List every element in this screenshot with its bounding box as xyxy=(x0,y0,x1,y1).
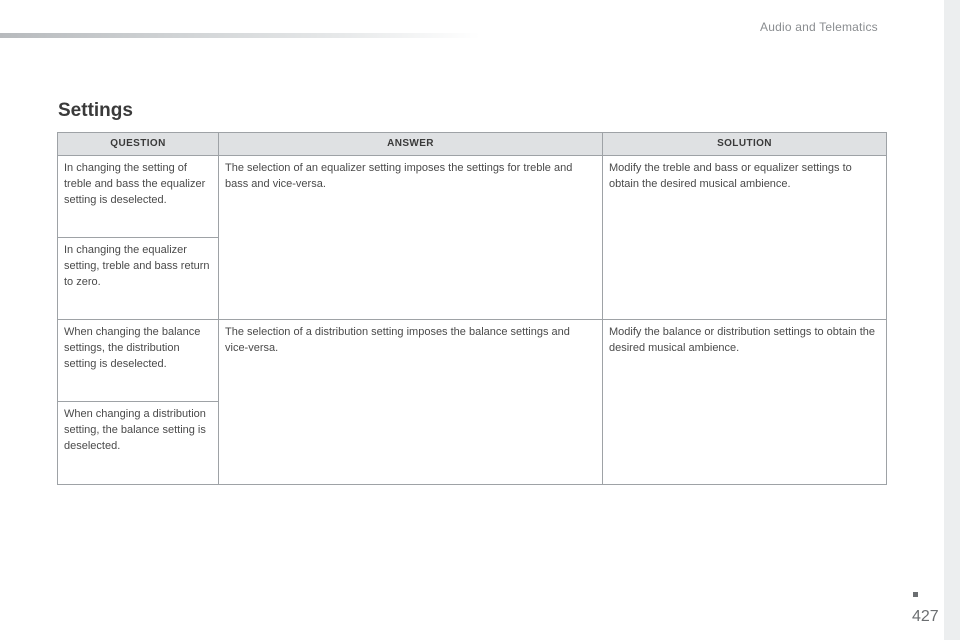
page-number: 427 xyxy=(912,608,939,625)
question-cell: In changing the equalizer setting, treble and bass return to zero. xyxy=(58,238,219,320)
answer-cell: The selection of a distribution setting imposes the balance settings and vice-versa. xyxy=(219,320,603,485)
section-title: Audio and Telematics xyxy=(760,20,878,34)
column-header-answer: ANSWER xyxy=(219,133,603,156)
column-header-solution: SOLUTION xyxy=(603,133,887,156)
question-cell: When changing the balance settings, the distribution setting is deselected. xyxy=(58,320,219,402)
solution-cell: Modify the treble and bass or equalizer settings to obtain the desired musical ambience. xyxy=(603,156,887,320)
table-header-row xyxy=(58,133,887,156)
answer-cell: The selection of an equalizer setting imposes the settings for treble and bass and vice-versa. xyxy=(219,156,603,320)
header-gradient-bar xyxy=(0,33,480,38)
page-marker-dot xyxy=(913,592,918,597)
table-row xyxy=(58,156,887,238)
faq-table xyxy=(57,132,887,485)
table-row xyxy=(58,320,887,402)
solution-cell: Modify the balance or distribution settings to obtain the desired musical ambience. xyxy=(603,320,887,485)
page-title: Settings xyxy=(58,100,133,121)
question-cell: When changing a distribution setting, the balance setting is deselected. xyxy=(58,402,219,485)
question-cell: In changing the setting of treble and bass the equalizer setting is deselected. xyxy=(58,156,219,238)
column-header-question: QUESTION xyxy=(58,133,219,156)
page-edge-strip xyxy=(944,0,960,640)
